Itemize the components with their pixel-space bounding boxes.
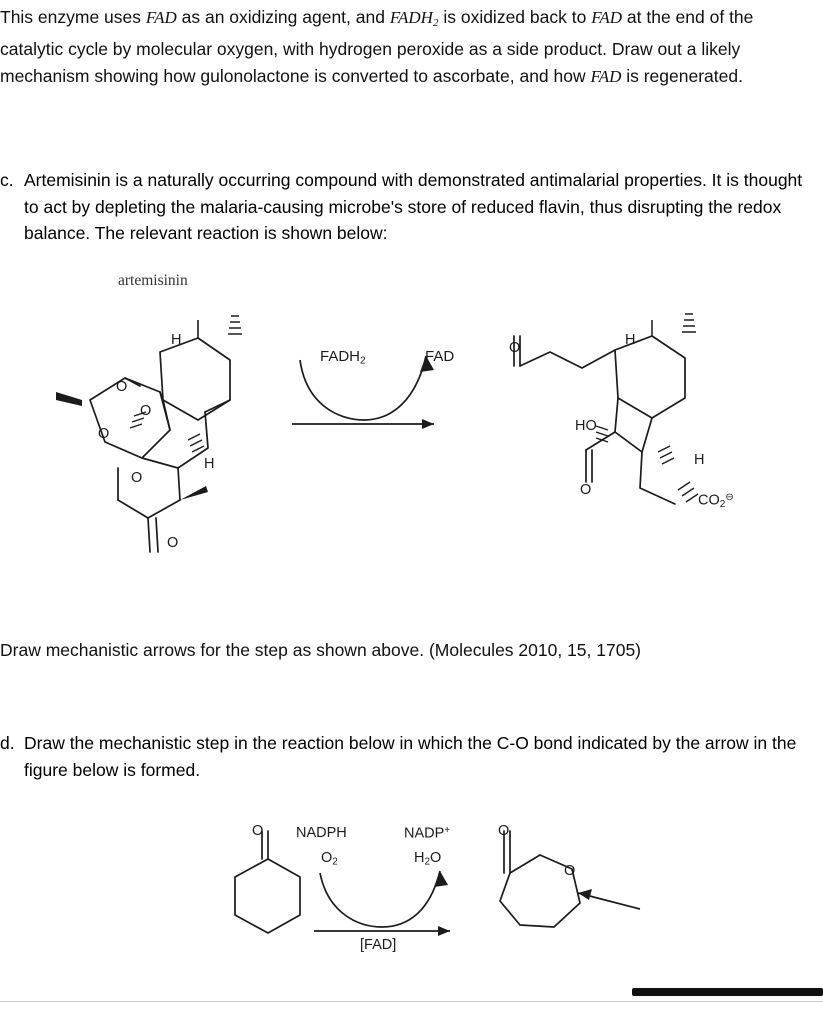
fadh2-term: FADH — [389, 8, 433, 27]
fad-term-2: FAD — [591, 8, 623, 27]
curved-reaction-arrow — [292, 356, 434, 429]
artemisinin-structure-svg — [30, 300, 790, 600]
indicator-arrow — [578, 889, 640, 909]
bottom-scroll-bar[interactable] — [632, 988, 823, 996]
intro-paragraph — [0, 4, 818, 90]
bottom-divider — [0, 1001, 823, 1002]
atom-label-o-ring: O — [564, 863, 576, 879]
atom-label-o-5: O — [167, 535, 179, 551]
list-item-c — [0, 167, 818, 247]
intro-text-4: at the end of the catalytic cycle by molecular oxygen, with hydrogen peroxide as a side product. Draw out a likely mechanism showing how gulonolactone is converted to ascorbate, and how — [0, 7, 754, 86]
atom-label-o-left-ketone: O — [252, 823, 264, 839]
atom-label-o-1: O — [116, 379, 128, 395]
list-item-c-label: c. — [0, 170, 14, 190]
atom-label-o-right-ketone: O — [498, 823, 510, 839]
cyclohexanone-molecule — [235, 831, 300, 933]
atom-label-o-2: O — [140, 403, 152, 419]
intro-text-3: is oxidized back to — [438, 7, 592, 27]
reagent-label-fadh2: FADH2 — [320, 348, 366, 367]
atom-label-o-3: O — [98, 426, 110, 442]
atom-label-h-top-right: H — [625, 332, 636, 348]
intro-text-5: is regenerated. — [621, 65, 743, 86]
atom-label-h-right: H — [694, 452, 705, 468]
figure-caption-artemisinin: artemisinin — [118, 272, 188, 289]
reagent-label-water: H2O — [414, 850, 442, 868]
reagent-label-o2: O2 — [321, 850, 338, 868]
atom-label-o-ketone-right: O — [509, 340, 521, 356]
atom-label-o-aldehyde-right: O — [580, 482, 592, 498]
fad-term-3: FAD — [590, 66, 622, 86]
atom-label-o-4: O — [131, 470, 143, 486]
artemisinin-product-molecule — [514, 314, 698, 504]
reagent-label-nadp-plus: NADP+ — [404, 825, 451, 842]
fad-term-1: FAD — [145, 8, 177, 27]
list-item-c-text: Artemisinin is a naturally occurring compound with demonstrated antimalarial properties. It is thought to act by depleting the malaria-causing microbe's store of reduced flavin, thus disrupting the redox balance. The relevant reaction is shown below: — [24, 170, 803, 243]
fadh2-subscript: 2 — [432, 16, 439, 29]
atom-label-carboxylate: CO2⊖ — [698, 492, 734, 510]
draw-arrows-note: Draw mechanistic arrows for the step as shown above. (Molecules 2010, 15, 1705) — [0, 640, 642, 660]
catalyst-label-fad: [FAD] — [360, 937, 397, 953]
list-item-d-text: Draw the mechanistic step in the reaction below in which the C-O bond indicated by the arrow in the figure below is formed. — [24, 733, 797, 780]
intro-text-1: This enzyme uses — [0, 7, 146, 27]
atom-label-h-top-left: H — [171, 332, 182, 348]
artemisinin-molecule — [56, 316, 242, 552]
curved-reaction-arrow-2 — [314, 871, 450, 936]
atom-label-ho-right: HO — [575, 418, 597, 434]
atom-label-h-mid-left: H — [204, 456, 215, 472]
intro-text-2: as an oxidizing agent, and — [176, 7, 390, 27]
baeyer-villiger-figure — [180, 815, 700, 990]
reagent-label-nadph: NADPH — [296, 825, 347, 841]
list-item-d-label: d. — [0, 733, 15, 753]
lactone-molecule — [500, 831, 580, 927]
artemisinin-reaction-figure — [30, 300, 790, 600]
list-item-d — [0, 730, 818, 783]
reagent-label-fad: FAD — [425, 348, 455, 365]
